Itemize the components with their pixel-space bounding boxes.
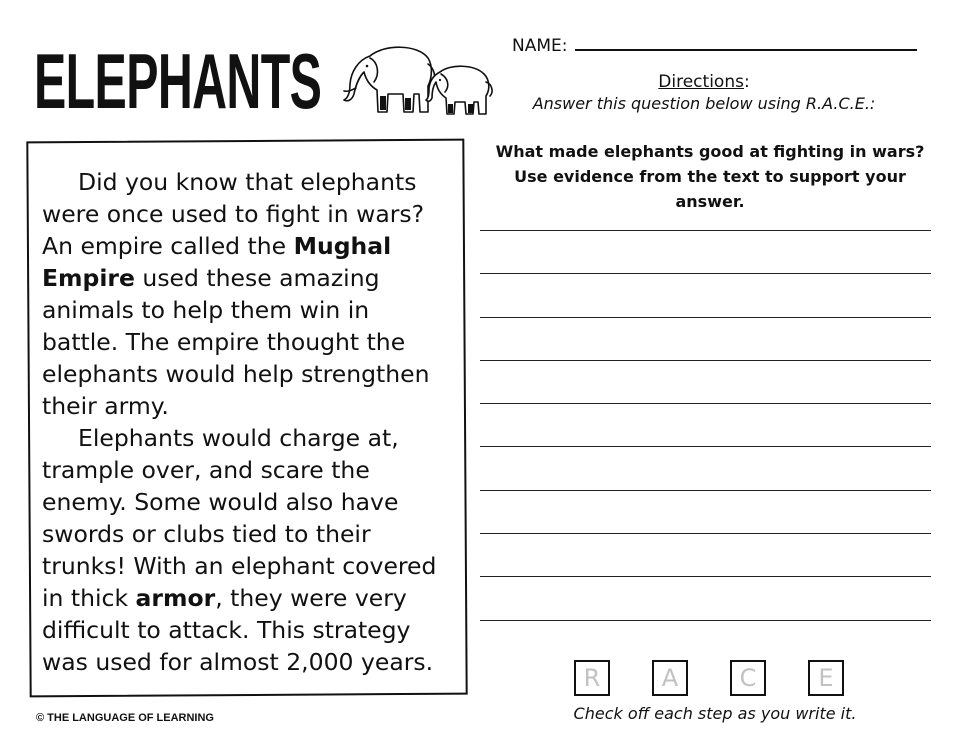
race-checkbox-a[interactable]: A [652,660,688,696]
race-note: Check off each step as you write it. [573,704,857,723]
passage-text: used these amazing animals to help them win in battle. The empire thought the elephants would help strengthen their army. [42,264,430,420]
answer-line[interactable] [480,273,931,274]
copyright: © THE LANGUAGE OF LEARNING [36,712,214,724]
question [480,139,940,214]
answer-line[interactable] [480,446,931,447]
answer-line[interactable] [480,576,931,577]
name-line[interactable] [575,33,917,51]
race-checkbox-r[interactable]: R [574,660,610,696]
answer-line[interactable] [480,230,931,231]
answer-line[interactable] [480,403,931,404]
race-checklist [574,660,854,700]
answer-line[interactable] [480,620,931,621]
passage-text: , they were very difficult to attack. This strategy was used for almost 2,000 years. [42,584,434,676]
race-checkbox-e[interactable]: E [808,660,844,696]
answer-line[interactable] [480,490,931,491]
name-field[interactable] [512,33,917,56]
answer-line[interactable] [480,533,931,534]
two-elephants-icon [340,42,500,118]
bold-term-armor: armor [135,584,216,612]
passage-text: Did you know that elephants were once used to fight in wars? An empire called the [42,168,425,260]
directions-text: Answer this question below using R.A.C.E.: [532,94,876,113]
question-line-1: What made elephants good at fighting in wars? [495,142,925,161]
passage-paragraph-1 [42,166,452,422]
name-label: NAME: [512,36,568,56]
question-line-2: Use evidence from the text to support your answer. [514,167,906,211]
directions [504,72,904,113]
bold-term-mughal-empire: Mughal Empire [42,232,392,292]
answer-line[interactable] [480,360,931,361]
passage-text: Elephants would charge at, trample over, and scare the enemy. Some would also have swords or clubs tied to their trunks! With an elephant covered in thick [42,424,437,612]
answer-lines[interactable] [480,230,931,663]
worksheet-title: ELEPHANTS [34,37,322,125]
reading-passage [42,166,452,678]
directions-colon: : [743,72,750,92]
answer-line[interactable] [480,317,931,318]
race-checkbox-c[interactable]: C [730,660,766,696]
passage-paragraph-2 [42,422,452,678]
directions-label: Directions [658,72,744,92]
